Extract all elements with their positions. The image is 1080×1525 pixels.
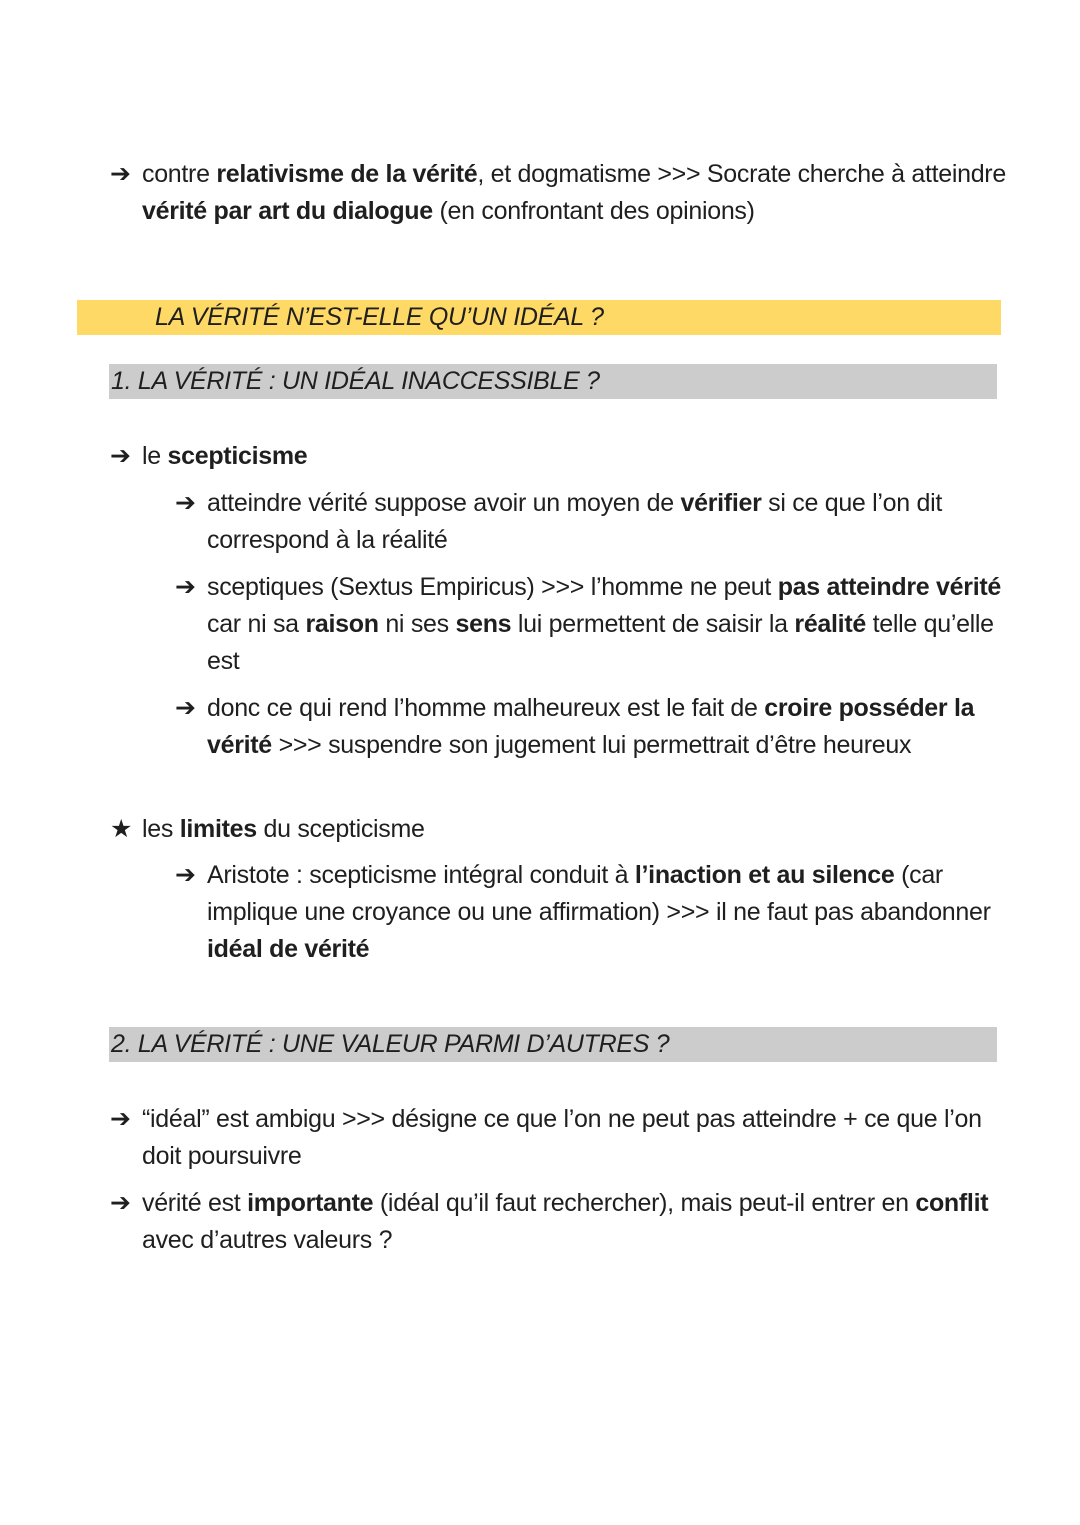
text: du scepticisme	[256, 815, 425, 843]
text: doit poursuivre	[142, 1142, 302, 1170]
scepticisme-line	[110, 438, 307, 475]
bold-text: pas atteindre vérité	[777, 573, 1001, 601]
intro-line-2	[142, 193, 755, 230]
bold-text: idéal de vérité	[207, 935, 370, 963]
star-icon: ★	[110, 815, 133, 843]
s1-item1-line2	[207, 522, 447, 559]
text: car ni sa	[207, 610, 306, 638]
text: si ce que l’on dit	[761, 489, 943, 517]
arrow-icon: ➔	[110, 1189, 131, 1217]
bold-text: raison	[305, 610, 379, 638]
s2-item2-line2	[142, 1222, 392, 1259]
s1-item3-line1	[175, 690, 974, 727]
text: (en confrontant des opinions)	[432, 197, 755, 225]
s2-item1-line2	[142, 1138, 301, 1175]
text: (idéal qu’il faut rechercher), mais peut-il entrer en	[373, 1189, 916, 1217]
text: le	[142, 442, 168, 470]
s1-item1-line1	[175, 485, 942, 522]
s1-item2-line1	[175, 569, 1001, 606]
main-heading: LA VÉRITÉ N’EST-ELLE QU’UN IDÉAL ?	[155, 303, 604, 331]
text: Aristote : scepticisme intégral conduit à	[207, 861, 635, 889]
text: est	[207, 647, 240, 675]
bold-text: limites	[179, 815, 257, 843]
text: “idéal” est ambigu >>> désigne ce que l’on ne peut pas atteindre + ce que l’on	[142, 1105, 982, 1133]
arrow-icon: ➔	[110, 442, 131, 470]
arrow-icon: ➔	[175, 694, 196, 722]
arrow-icon: ➔	[175, 489, 196, 517]
limites-line	[110, 811, 425, 848]
text: correspond à la réalité	[207, 526, 448, 554]
arrow-icon: ➔	[175, 861, 196, 889]
text: telle qu’elle	[865, 610, 994, 638]
text: (car	[894, 861, 943, 889]
s1-item4-line1	[175, 857, 943, 894]
bold-text: conflit	[915, 1189, 989, 1217]
bold-text: vérifier	[680, 489, 762, 517]
arrow-icon: ➔	[110, 1105, 131, 1133]
section-1-heading: 1. LA VÉRITÉ : UN IDÉAL INACCESSIBLE ?	[111, 367, 600, 395]
s2-item2-line1	[110, 1185, 988, 1222]
text: atteindre vérité suppose avoir un moyen de	[207, 489, 681, 517]
text: avec d’autres valeurs ?	[142, 1226, 393, 1254]
arrow-icon: ➔	[175, 573, 196, 601]
bold-text: vérité	[207, 731, 272, 759]
bold-text: relativisme de la vérité	[216, 160, 478, 188]
section-2-heading: 2. LA VÉRITÉ : UNE VALEUR PARMI D’AUTRES ?	[111, 1030, 670, 1058]
s1-item2-line3	[207, 643, 239, 680]
text: donc ce qui rend l’homme malheureux est le fait de	[207, 694, 765, 722]
bold-text: l’inaction et au silence	[634, 861, 895, 889]
bold-text: scepticisme	[167, 442, 308, 470]
text: ni ses	[378, 610, 456, 638]
arrow-icon: ➔	[110, 160, 131, 188]
s1-item3-line2	[207, 727, 911, 764]
text: vérité est	[142, 1189, 248, 1217]
bold-text: importante	[247, 1189, 374, 1217]
bold-text: croire posséder la	[764, 694, 975, 722]
text: , et dogmatisme >>> Socrate cherche à atteindre	[477, 160, 1006, 188]
bold-text: vérité par art du dialogue	[142, 197, 433, 225]
text: contre	[142, 160, 217, 188]
text: >>> suspendre son jugement lui permettrait d’être heureux	[271, 731, 912, 759]
s2-item1-line1	[110, 1101, 982, 1138]
bold-text: sens	[455, 610, 512, 638]
text: sceptiques (Sextus Empiricus) >>> l’homme ne peut	[207, 573, 778, 601]
text: lui permettent de saisir la	[511, 610, 795, 638]
s1-item4-line2	[207, 894, 991, 931]
s1-item4-line3	[207, 931, 369, 968]
s1-item2-line2	[207, 606, 994, 643]
bold-text: réalité	[794, 610, 866, 638]
text: les	[142, 815, 180, 843]
text: implique une croyance ou une affirmation) >>> il ne faut pas abandonner	[207, 898, 991, 926]
intro-line-1	[110, 156, 1006, 193]
